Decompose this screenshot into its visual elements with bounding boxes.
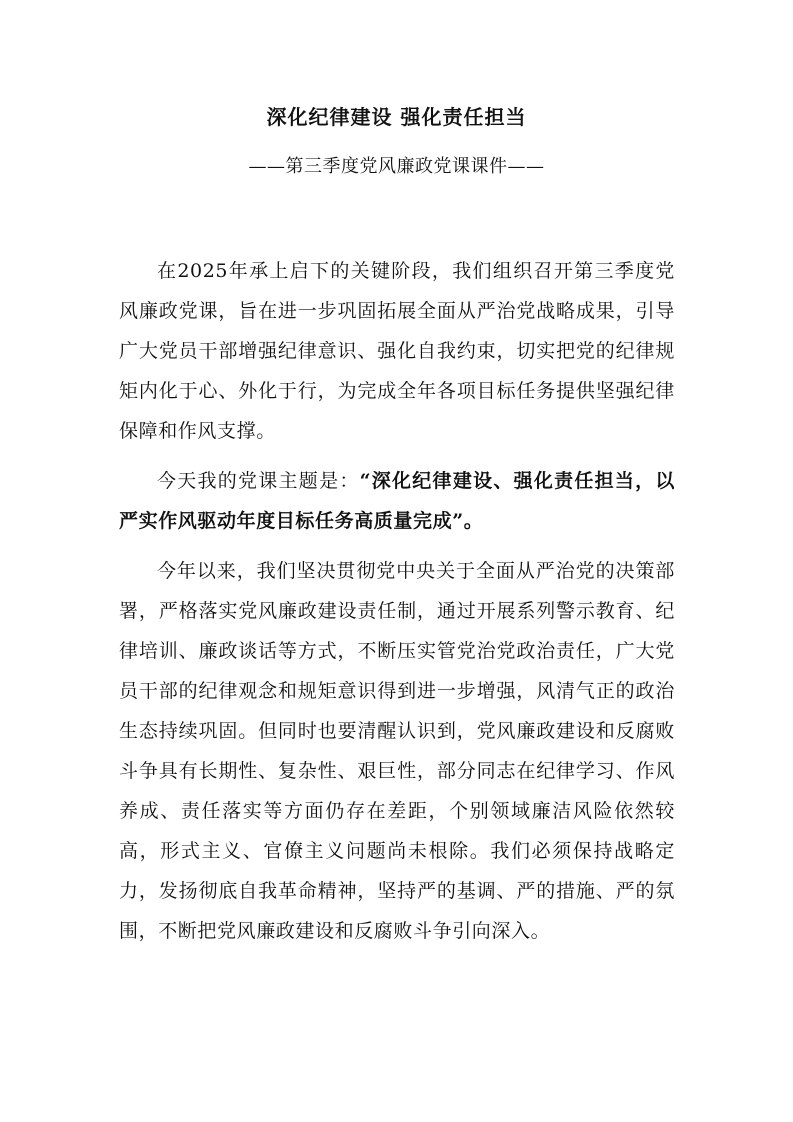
document-subtitle: ——第三季度党风廉政党课课件—— bbox=[248, 156, 545, 177]
document-title: 深化纪律建设 强化责任担当 bbox=[266, 105, 527, 129]
theme-statement: “深化纪律建设、强化责任担当，以严实作风驱动年度目标任务高质量完成”。 bbox=[119, 470, 675, 532]
theme-intro-text: 今天我的党课主题是： bbox=[157, 470, 360, 492]
paragraph-review: 今年以来，我们坚决贯彻党中央关于全面从严治党的决策部署，严格落实党风廉政建设责任制，通过开展系列警示教育、纪律培训、廉政谈话等方式，不断压实管党治党政治责任，广大党员干部的纪律观念和规矩意识得到进一步增强，风清气正的政治生态持续巩固。但同时也要清醒认识到，党风廉政建设和反腐败斗争具有长期性、复杂性、艰巨性，部分同志在纪律学习、作风养成、责任落实等方面仍存在差距，个别领域廉洁风险依然较高，形式主义、官僚主义问题尚未根除。我们必须保持战略定力，发扬彻底自我革命精神，坚持严的基调、严的措施、严的氛围，不断把党风廉政建设和反腐败斗争引向深入。 bbox=[119, 560, 675, 942]
paragraph-intro: 在2025年承上启下的关键阶段，我们组织召开第三季度党风廉政党课，旨在进一步巩固拓展全面从严治党战略成果，引导广大党员干部增强纪律意识、强化自我约束，切实把党的纪律规矩内化于心、外化于行，为完成全年各项目标任务提供坚强纪律保障和作风支撑。 bbox=[119, 260, 675, 442]
paragraph-theme bbox=[119, 461, 675, 541]
document-body bbox=[119, 251, 675, 961]
